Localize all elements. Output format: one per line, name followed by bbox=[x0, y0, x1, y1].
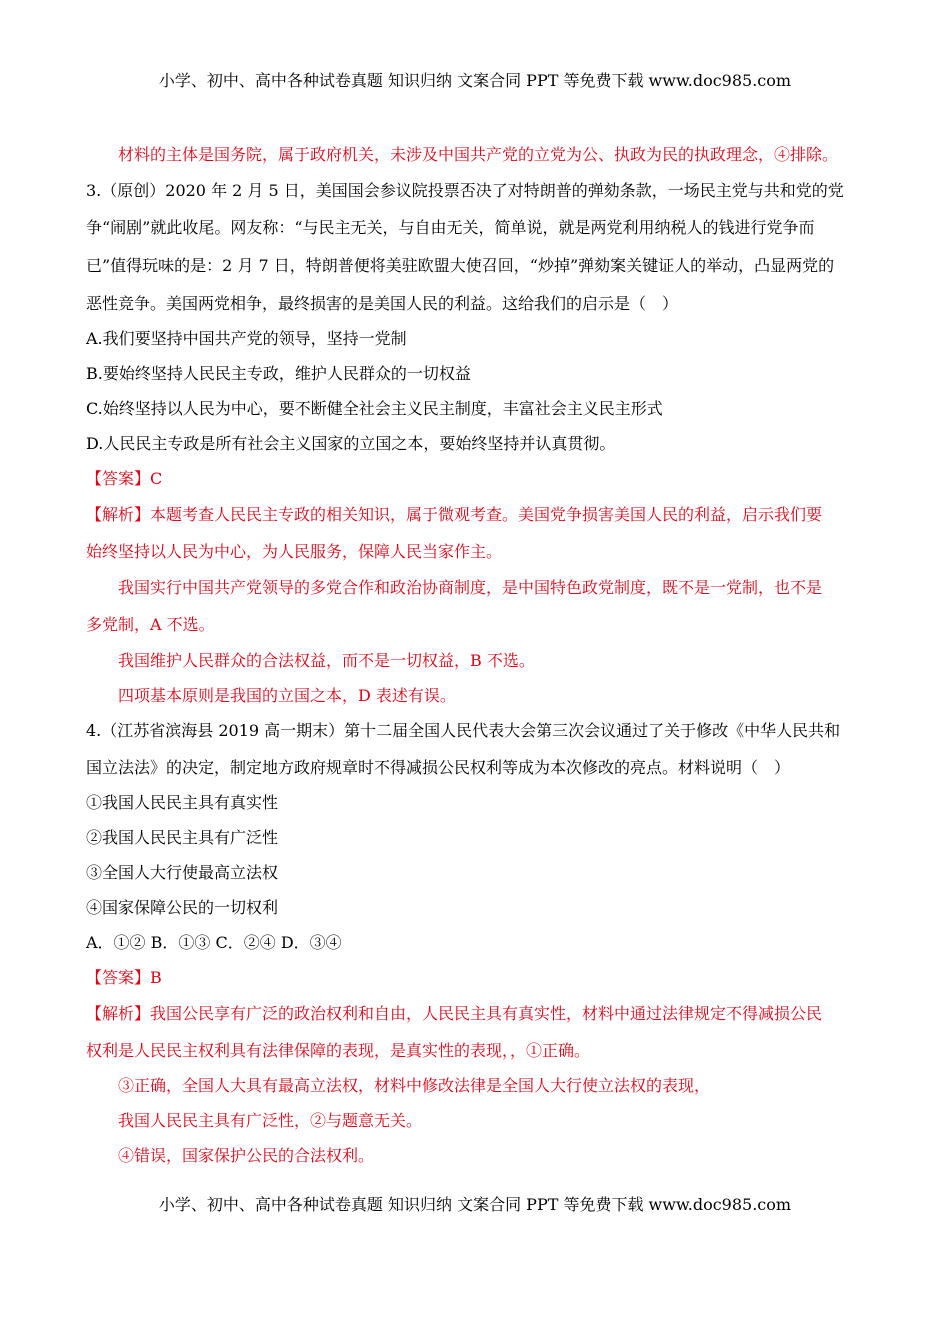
analysis-line: 四项基本原则是我国的立国之本，D 表述有误。 bbox=[118, 686, 456, 705]
option-d: D.人民民主专政是所有社会主义国家的立国之本，要始终坚持并认真贯彻。 bbox=[86, 434, 616, 453]
question-3-line: 恶性竞争。美国两党相争，最终损害的是美国人民的利益。这给我们的启示是（ ） bbox=[86, 294, 679, 313]
option-c: C.始终坚持以人民为中心，要不断健全社会主义民主制度，丰富社会主义民主形式 bbox=[86, 399, 663, 418]
analysis-line: 始终坚持以人民为中心，为人民服务，保障人民当家作主。 bbox=[86, 542, 503, 561]
analysis-line: 我国维护人民群众的合法权益，而不是一切权益，B 不选。 bbox=[118, 651, 535, 670]
analysis-line: 多党制，A 不选。 bbox=[86, 615, 215, 634]
question-4-line: 国立法法》的决定，制定地方政府规章时不得减损公民权利等成为本次修改的亮点。材料说明（ ） bbox=[86, 758, 791, 777]
page-footer: 小学、初中、高中各种试卷真题 知识归纳 文案合同 PPT 等免费下载 www.doc985.com bbox=[158, 1195, 792, 1214]
statement-4: ④国家保障公民的一切权利 bbox=[86, 898, 279, 917]
analysis-line: ④错误，国家保护公民的合法权利。 bbox=[118, 1146, 375, 1165]
analysis-line: ③正确，全国人大具有最高立法权，材料中修改法律是全国人大行使立法权的表现， bbox=[118, 1076, 711, 1095]
answer-label: 【答案】B bbox=[86, 968, 162, 987]
question-3-line: 争“闹剧”就此收尾。网友称：“与民主无关，与自由无关，简单说，就是两党利用纳税人的钱进行党争而 bbox=[86, 218, 815, 237]
question-4-line: 4.（江苏省滨海县 2019 高一期末）第十二届全国人民代表大会第三次会议通过了关于修改《中华人民共和 bbox=[86, 721, 841, 740]
analysis-line: 我国人民民主具有广泛性，②与题意无关。 bbox=[118, 1111, 423, 1130]
option-b: B.要始终坚持人民民主专政，维护人民群众的一切权益 bbox=[86, 364, 471, 383]
statement-2: ②我国人民民主具有广泛性 bbox=[86, 828, 279, 847]
question-3-line: 3.（原创）2020 年 2 月 5 日，美国国会参议院投票否决了对特朗普的弹劾条款，一场民主党与共和党的党 bbox=[86, 181, 844, 200]
statement-1: ①我国人民民主具有真实性 bbox=[86, 793, 279, 812]
analysis-line: 【解析】我国公民享有广泛的政治权利和自由，人民民主具有真实性，材料中通过法律规定不得减损公民 bbox=[86, 1004, 823, 1023]
statement-3: ③全国人大行使最高立法权 bbox=[86, 863, 279, 882]
question-3-line: 已”值得玩味的是：2 月 7 日，特朗普便将美驻欧盟大使召回，“炒掉”弹劾案关键证人的举动，凸显两党的 bbox=[86, 256, 835, 275]
analysis-line: 材料的主体是国务院，属于政府机关，未涉及中国共产党的立党为公、执政为民的执政理念，④排除。 bbox=[118, 145, 839, 164]
answer-options: A．①② B．①③ C．②④ D．③④ bbox=[86, 933, 342, 952]
option-a: A.我们要坚持中国共产党的领导，坚持一党制 bbox=[86, 329, 407, 348]
analysis-line: 权利是人民民主权利具有法律保障的表现，是真实性的表现，，①正确。 bbox=[86, 1041, 591, 1060]
analysis-line: 我国实行中国共产党领导的多党合作和政治协商制度，是中国特色政党制度，既不是一党制，也不是 bbox=[118, 578, 823, 597]
page-header: 小学、初中、高中各种试卷真题 知识归纳 文案合同 PPT 等免费下载 www.doc985.com bbox=[158, 71, 792, 90]
answer-label: 【答案】C bbox=[86, 469, 163, 488]
analysis-line: 【解析】本题考查人民民主专政的相关知识，属于微观考查。美国党争损害美国人民的利益，启示我们要 bbox=[86, 505, 823, 524]
